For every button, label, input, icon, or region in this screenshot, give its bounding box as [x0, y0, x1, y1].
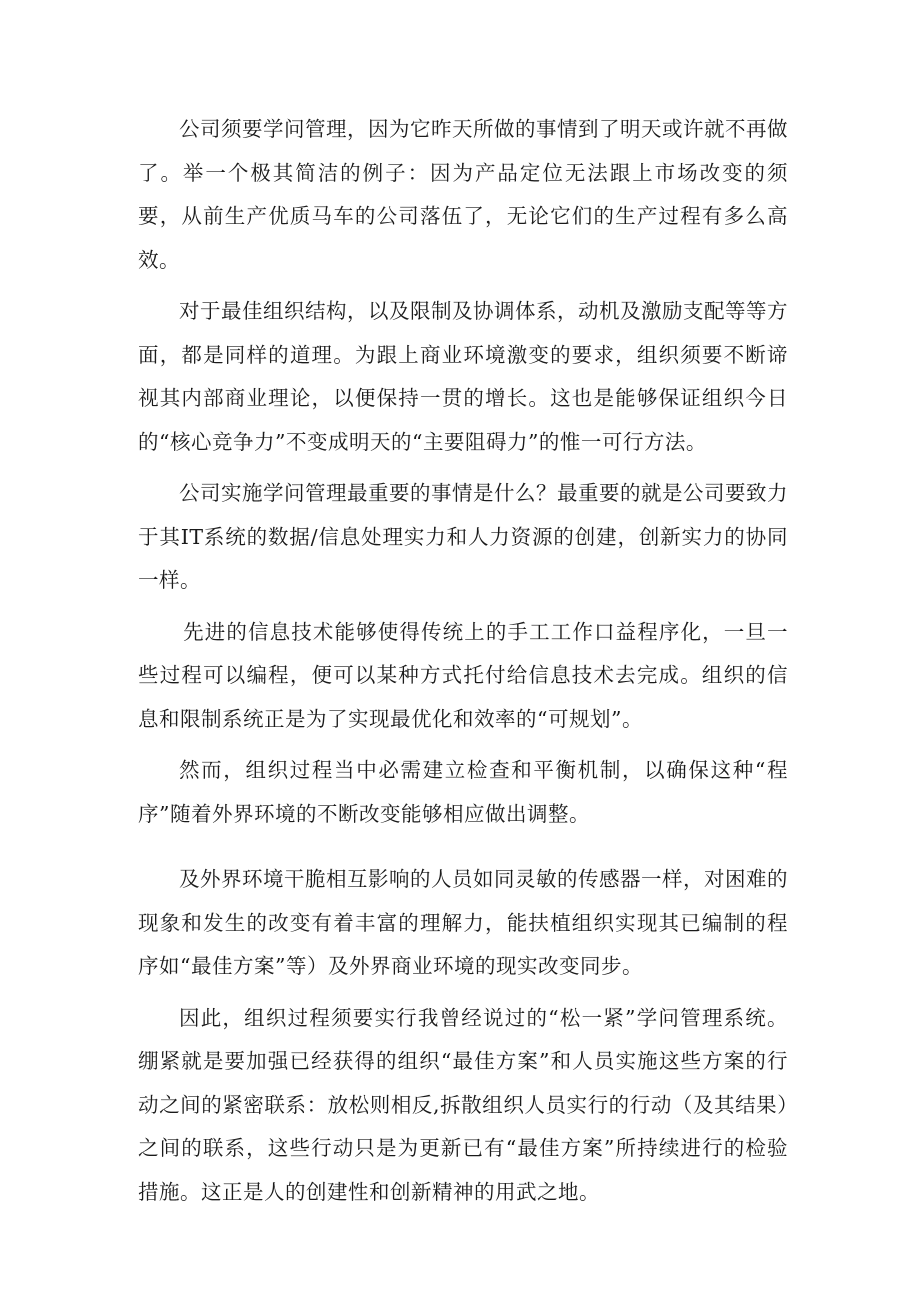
- paragraph-6: 及外界环境干脆相互影响的人员如同灵敏的传感器一样，对困难的现象和发生的改变有着丰富的理解力，能扶植组织实现其已编制的程序如“最佳方案”等）及外界商业环境的现实改变同步。: [138, 867, 788, 978]
- paragraph-1: 公司须要学问管理，因为它昨天所做的事情到了明天或许就不再做了。举一个极其简洁的例子：因为产品定位无法跟上市场改变的须要，从前生产优质马车的公司落伍了，无论它们的生产过程有多么高效。: [138, 117, 788, 272]
- paragraph-3: 公司实施学问管理最重要的事情是什么？最重要的就是公司要致力于其IT系统的数据/信息处理实力和人力资源的创建，创新实力的协同一样。: [138, 481, 788, 592]
- document-body: [138, 108, 788, 1222]
- paragraph-2: 对于最佳组织结构，以及限制及协调体系，动机及激励支配等等方面，都是同样的道理。为跟上商业环境激变的要求，组织须要不断谛视其内部商业理论，以便保持一贯的增长。这也是能够保证组织今日的“核心竞争力”不变成明天的“主要阻碍力”的惟一可行方法。: [138, 299, 788, 454]
- paragraph-5: 然而，组织过程当中必需建立检查和平衡机制，以确保这种“程序”随着外界环境的不断改变能够相应做出调整。: [138, 758, 788, 826]
- paragraph-7: 因此，组织过程须要实行我曾经说过的“松一紧”学问管理系统。绷紧就是要加强已经获得的组织“最佳方案”和人员实施这些方案的行动之间的紧密联系：放松则相反,拆散组织人员实行的行动（及其结果）之间的联系，这些行动只是为更新已有“最佳方案”所持续进行的检验措施。这正是人的创建性和创新精神的用武之地。: [138, 1005, 788, 1204]
- paragraph-4: 先进的信息技术能够使得传统上的手工工作口益程序化，一旦一些过程可以编程，便可以某种方式托付给信息技术去完成。组织的信息和限制系统正是为了实现最优化和效率的“可规划”。: [138, 619, 788, 731]
